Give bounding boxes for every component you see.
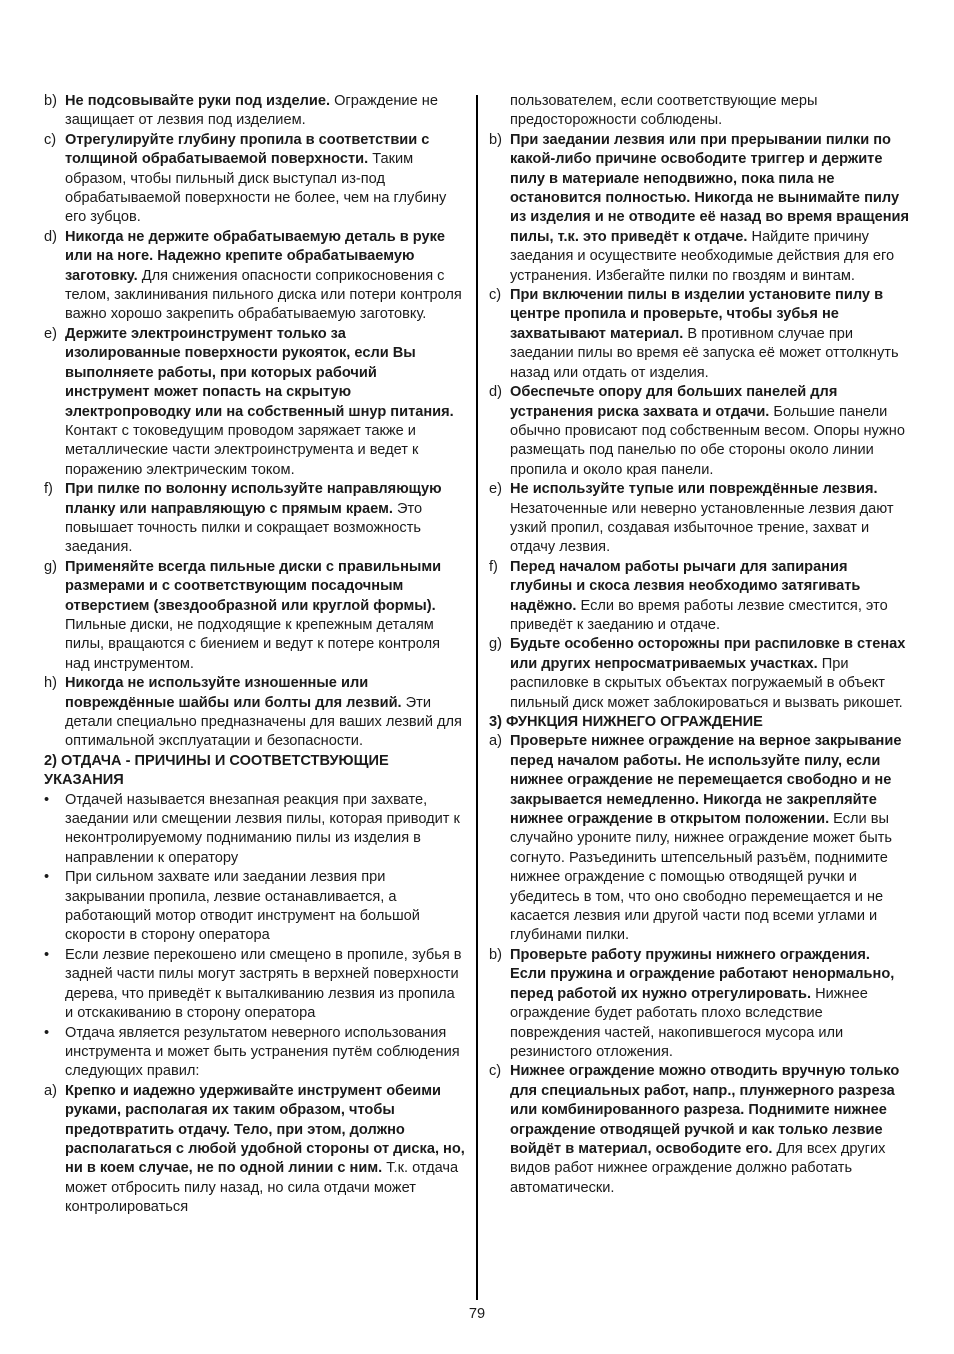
list-item xyxy=(489,383,910,480)
item-body-text: Это повышает точность пилки и сокращает возможность заедания. xyxy=(65,500,423,556)
item-lead-text: При пилке по волонну используйте направляющую планку или направляющую с прямым краем. xyxy=(65,481,442,517)
page-number: 79 xyxy=(468,1306,486,1322)
item-body-text: пользователем, если соответствующие меры предосторожности соблюдены. xyxy=(510,93,818,129)
item-body-text: Если во время работы лезвие сместится, это приведёт к заеданию и отдаче. xyxy=(510,597,888,633)
item-marker: b) xyxy=(489,131,502,148)
item-marker: e) xyxy=(44,325,57,342)
item-body-text: Найдите причину заедания и осуществите необходимые действия для его устранения. Избегайте пилки по гвоздям и винтам. xyxy=(510,228,895,284)
item-text xyxy=(510,732,910,945)
left-column xyxy=(44,92,465,1218)
item-text xyxy=(510,946,910,1062)
item-text xyxy=(65,228,465,325)
item-lead-text: Никогда не держите обрабатываемую деталь в руке или на ноге. Надежно крепите обрабатываемую заготовку. xyxy=(65,228,446,284)
list-item xyxy=(44,1024,465,1082)
list-item xyxy=(489,1062,910,1198)
item-lead-text: Не используйте тупые или повреждённые лезвия. xyxy=(510,481,878,498)
item-marker: f) xyxy=(44,481,53,498)
item-marker: c) xyxy=(489,1063,502,1080)
item-marker: g) xyxy=(489,636,502,653)
item-marker: b) xyxy=(489,946,502,963)
list-item xyxy=(44,325,465,480)
item-text xyxy=(510,480,910,558)
item-lead-text: Будьте особенно осторожны при распиловке в стенах или других непросматриваемых участках. xyxy=(510,636,906,672)
item-text xyxy=(510,286,910,383)
item-body-text: Эти детали специально предназначены для ваших лезвий для оптимальной эксплуатации и безопасности. xyxy=(65,694,462,750)
item-body-text: Отдача является результатом неверного использования инструмента и может быть устранения путём соблюдения следующих правил: xyxy=(65,1024,460,1080)
item-body-text: Если вы случайно уроните пилу, нижнее ограждение может быть согнуто. Разъединить штепсельный разъём, поднимите нижнее ограждение с помощью отводящей ручки и убедитесь в том, что оно свободно перемещается и не касается лезвия или другой части под всеми углами и глубинами пилки. xyxy=(510,811,893,944)
item-body-text: Ограждение не защищает от лезвия под изделием. xyxy=(65,93,438,129)
item-body-text: Для снижения опасности соприкосновения с телом, заклинивания пильного диска или потери контроля важно хорошо закрепить обрабатываемую заготовку. xyxy=(65,267,462,323)
list-item xyxy=(44,480,465,558)
item-marker: g) xyxy=(44,558,57,575)
item-text xyxy=(510,92,910,131)
list-item xyxy=(489,131,910,286)
item-body-text: При распиловке в скрытых объектах погружаемый в объект пильный диск может заблокироваться и вызвать рикошет. xyxy=(510,655,903,711)
item-text xyxy=(65,131,465,228)
list-item xyxy=(489,558,910,636)
item-lead-text: Крепко и иадежно удерживайте инструмент обеими руками, располагая их таким образом, чтобы предотвратить отдачу. Тело, при этом, должно располагаться с любой удобной стороны от диска, но, ни в коем случае, не по одной линии с ним. xyxy=(65,1082,465,1177)
item-marker xyxy=(489,92,510,131)
item-body-text: Незаточенные или неверно установленные лезвия дают узкий пропил, создавая избыточное трение, захват и отдачу лезвия. xyxy=(510,500,894,556)
item-text xyxy=(510,1062,910,1198)
item-text xyxy=(510,558,910,636)
item-marker: • xyxy=(44,946,50,963)
item-marker: a) xyxy=(44,1082,57,1099)
item-marker: d) xyxy=(44,228,57,245)
item-text xyxy=(510,131,910,286)
item-text xyxy=(65,1082,465,1218)
item-body-text: Пильные диски, не подходящие к крепежным деталям пилы, вращаются с биением и ведут к потере контроля над инструментом. xyxy=(65,616,441,672)
item-text xyxy=(65,868,465,946)
item-lead-text: Проверьте нижнее ограждение на верное закрывание перед началом работы. Не используйте пилу, если нижнее ограждение не перемещается свободно и не закрывается немедленно. Никогда не закрепляйте нижнее ограждение в открытом положении. xyxy=(510,733,902,828)
item-marker: d) xyxy=(489,384,502,401)
list-item xyxy=(489,732,910,945)
item-text xyxy=(65,791,465,869)
item-text xyxy=(65,480,465,558)
item-text xyxy=(65,92,465,131)
item-text xyxy=(65,558,465,674)
list-item xyxy=(44,558,465,674)
item-lead-text: При включении пилы в изделии установите пилу в центре пропила и проверьте, чтобы зубья не захватывают материал. xyxy=(510,287,884,342)
right-column xyxy=(489,92,910,1198)
item-body-text: В противном случае при заедании пилы во время её запуска её может оттолкнуть назад или отдать от изделия. xyxy=(510,325,899,381)
item-marker: e) xyxy=(489,481,502,498)
list-item xyxy=(489,286,910,383)
list-item xyxy=(44,1082,465,1218)
item-marker: f) xyxy=(489,558,498,575)
list-item xyxy=(44,946,465,1024)
item-body-text: При сильном захвате или заедании лезвия при закрывании пропила, лезвие останавливается, а работающий мотор отводит инструмент на большой скорости в сторону оператора xyxy=(65,869,420,944)
item-text xyxy=(510,383,910,480)
column-divider xyxy=(476,95,478,1300)
list-item xyxy=(44,674,465,752)
item-text xyxy=(65,1024,465,1082)
item-lead-text: Не подсовывайте руки под изделие. xyxy=(65,93,331,109)
item-lead-text: Обеспечьте опору для больших панелей для устранения риска захвата и отдачи. xyxy=(510,384,838,420)
item-body-text: Если лезвие перекошено или смещено в пропиле, зубья в задней части пилы могут застрять в верхней поверхности дерева, что приведёт к выталкиванию лезвия из пропила и отскакиванию в сторону оператора xyxy=(65,946,462,1022)
item-text xyxy=(65,674,465,752)
list-item xyxy=(489,480,910,558)
item-body-text: Таким образом, чтобы пильный диск выступал из-под обрабатываемой поверхности не более, чем на глубину его зубцов. xyxy=(65,151,447,226)
item-text xyxy=(65,946,465,1024)
list-item xyxy=(489,92,910,131)
item-lead-text: Проверьте работу пружины нижнего ограждения. Если пружина и ограждение работают ненормально, перед работой их нужно отрегулировать. xyxy=(510,946,895,1002)
item-body-text: Контакт с токоведущим проводом заряжает также и металлические части электроинструмента и ведет к поражению электрическим током. xyxy=(65,422,419,478)
item-marker: c) xyxy=(44,131,57,148)
list-item xyxy=(44,791,465,869)
item-lead-text: Применяйте всегда пильные диски с правильными размерами и с соответствующим посадочным отверстием (звездообразной или круглой формы). xyxy=(65,558,442,614)
item-marker: b) xyxy=(44,93,57,109)
item-text xyxy=(65,325,465,480)
item-marker: • xyxy=(44,791,50,808)
item-lead-text: Никогда не используйте изношенные или повреждённые шайбы или болты для лезвий. xyxy=(65,675,402,711)
item-body-text: Т.к. отдача может отбросить пилу назад, но сила отдачи может контролироваться xyxy=(65,1160,459,1216)
item-lead-text: Нижнее ограждение можно отводить вручную только для специальных работ, напр., плунжерного разреза или комбинированного разреза. Поднимите нижнее ограждение отводящей ручкой и как только лезвие войдёт в материал, освободите его. xyxy=(510,1063,900,1157)
item-marker: • xyxy=(44,1024,50,1041)
item-text xyxy=(510,635,910,713)
item-body-text: Большие панели обычно провисают под собственным весом. Опоры нужно размещать под панелью по обе стороны около линии пропила и около края панели. xyxy=(510,403,905,478)
section-heading: 2) ОТДАЧА - ПРИЧИНЫ И СООТВЕТСТВУЮЩИЕ УКАЗАНИЯ xyxy=(44,752,389,789)
item-marker: • xyxy=(44,869,50,886)
list-item xyxy=(44,868,465,946)
list-item xyxy=(44,131,465,228)
section-heading: 3) ФУНКЦИЯ НИЖНЕГО ОГРАЖДЕНИЕ xyxy=(489,714,763,730)
item-body-text: Отдачей называется внезапная реакция при захвате, заедании или смещении лезвия пилы, которая приводит к неконтролируемому подниманию пилы из изделия в направлении к оператору xyxy=(65,791,460,866)
item-body-text: Для всех других видов работ нижнее ограждение должно работать автоматически. xyxy=(510,1140,886,1196)
item-body-text: Нижнее ограждение будет работать плохо вследствие повреждения частей, накопившегося мусора или резинистого отложения. xyxy=(510,985,868,1060)
item-marker: h) xyxy=(44,675,57,692)
item-lead-text: Отрегулируйте глубину пропила в соответствии с толщиной обрабатываемой поверхности. xyxy=(65,131,430,168)
list-item xyxy=(489,635,910,713)
item-marker: c) xyxy=(489,287,502,304)
list-item xyxy=(489,946,910,1062)
item-lead-text: Держите электроинструмент только за изолированные поверхности рукояток, если Вы выполняете работы, при которых рабочий инструмент может попасть на скрытую электропроводку или на собственный шнур питания. xyxy=(65,325,454,420)
item-lead-text: При заедании лезвия или при прерывании пилки по какой-либо причине освободите триггер и держите пилу в материале неподвижно, пока пила не остановится полностью. Никогда не вынимайте пилу из изделия и не отводите её назад во время вращения пилы, т.к. это приведёт к отдаче. xyxy=(510,131,910,245)
list-item xyxy=(44,92,465,131)
list-item xyxy=(44,228,465,325)
item-marker: a) xyxy=(489,733,502,750)
item-lead-text: Перед началом работы рычаги для запирания глубины и скоса лезвия необходимо затягивать надёжно. xyxy=(510,558,861,614)
